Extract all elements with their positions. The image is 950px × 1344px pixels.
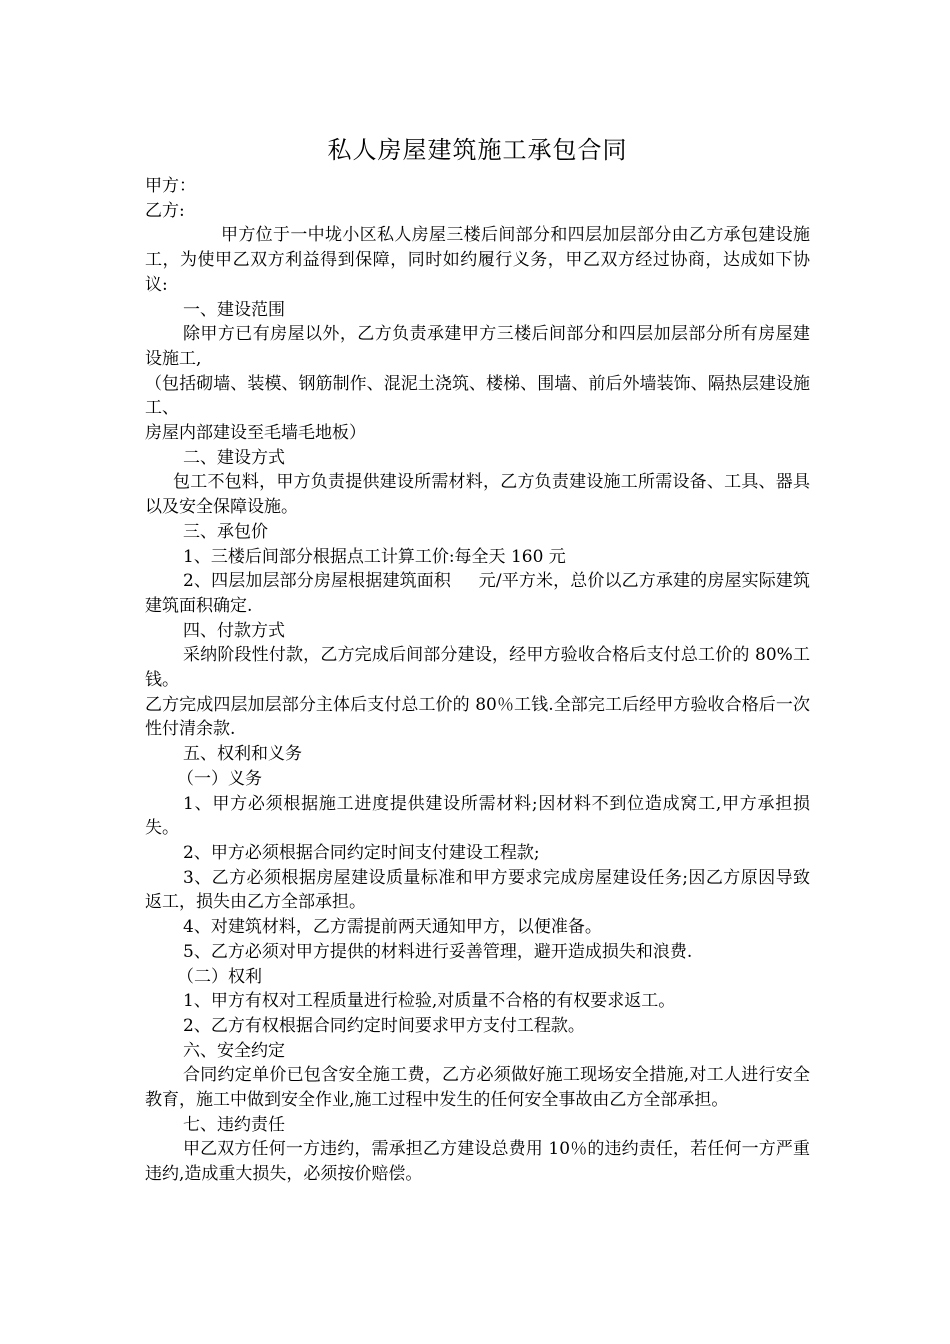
section-5-heading: 五、权利和义务 xyxy=(183,744,302,765)
right-item-2: 2、乙方有权根据合同约定时间要求甲方支付工程款。 xyxy=(183,1015,585,1036)
section-4-para-1: 采纳阶段性付款，乙方完成后间部分建设，经甲方验收合格后支付总工价的 80%工钱。 xyxy=(145,645,810,691)
section-1-heading: 一、建设范围 xyxy=(183,299,285,320)
document-title: 私人房屋建筑施工承包合同 xyxy=(327,136,628,164)
duty-item-5: 5、乙方必须对甲方提供的材料进行妥善管理，避开造成损失和浪费. xyxy=(183,941,693,962)
duty-item-2: 2、甲方必须根据合同约定时间支付建设工程款; xyxy=(183,842,540,863)
section-2-heading: 二、建设方式 xyxy=(183,447,285,468)
section-3-para-2: 2、四层加层部分房屋根据建筑面积 元/平方米，总价以乙方承建的房屋实际建筑建筑面积确定. xyxy=(145,571,810,616)
section-6-para-1: 合同约定单价已包含安全施工费，乙方必须做好施工现场安全措施,对工人进行安全教育，施工中做到安全作业,施工过程中发生的任何安全事故由乙方全部承担。 xyxy=(145,1065,810,1111)
section-4-para-2: 乙方完成四层加层部分主体后支付总工价的 80％工钱.全部完工后经甲方验收合格后一次性付清余款. xyxy=(145,694,810,740)
section-7-para-1: 甲乙双方任何一方违约，需承担乙方建设总费用 10％的违约责任，若任何一方严重违约,造成重大损失，必须按价赔偿。 xyxy=(145,1139,810,1185)
intro-paragraph: 甲方位于一中垅小区私人房屋三楼后间部分和四层加层部分由乙方承包建设施工，为使甲乙双方利益得到保障，同时如约履行义务，甲乙双方经过协商，达成如下协议: xyxy=(145,225,810,295)
section-3-heading: 三、承包价 xyxy=(183,521,268,542)
section-6-heading: 六、安全约定 xyxy=(183,1040,285,1061)
section-2-para-1: 包工不包料，甲方负责提供建设所需材料，乙方负责建设施工所需设备、工具、器具以及安全保障设施。 xyxy=(145,472,810,518)
section-3-para-1: 1、三楼后间部分根据点工计算工价:每全天 160 元 xyxy=(183,546,566,567)
section-7-heading: 七、违约责任 xyxy=(183,1114,285,1135)
document-page xyxy=(145,130,810,1187)
section-4-heading: 四、付款方式 xyxy=(183,620,285,641)
duty-item-4: 4、对建筑材料，乙方需提前两天通知甲方，以便准备。 xyxy=(183,917,602,938)
section-1-para-3: 房屋内部建设至毛墙毛地板） xyxy=(145,423,366,444)
duty-item-1: 1、甲方必须根据施工进度提供建设所需材料;因材料不到位造成窝工,甲方承担损失。 xyxy=(145,793,810,839)
party-b: 乙方: xyxy=(145,200,185,221)
section-5-sub-duties: （一）义务 xyxy=(177,768,262,789)
section-1-para-1: 除甲方已有房屋以外，乙方负责承建甲方三楼后间部分和四层加层部分所有房屋建设施工, xyxy=(145,324,810,369)
section-5-sub-rights: （二）权利 xyxy=(177,966,262,987)
right-item-1: 1、甲方有权对工程质量进行检验,对质量不合格的有权要求返工。 xyxy=(183,991,676,1012)
party-a: 甲方： xyxy=(145,176,196,196)
section-1-para-2: （包括砌墙、装模、钢筋制作、混泥土浇筑、楼梯、围墙、前后外墙装饰、隔热层建设施工、 xyxy=(145,373,810,419)
duty-item-3: 3、乙方必须根据房屋建设质量标准和甲方要求完成房屋建设任务;因乙方原因导致返工，损失由乙方全部承担。 xyxy=(145,867,810,913)
